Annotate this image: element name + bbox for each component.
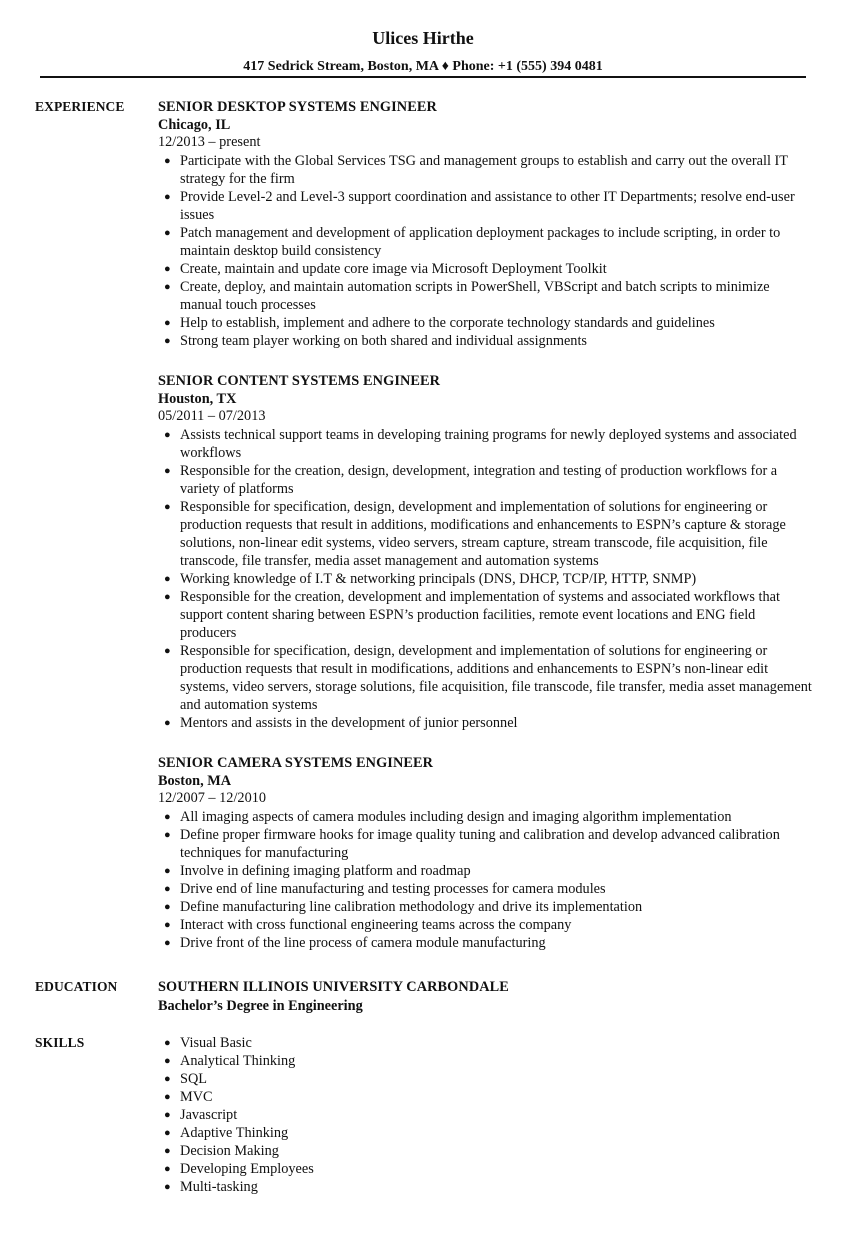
list-item: ● Patch management and development of application deployment packages to include scripting, in order to maintain desktop build consistency [164,225,781,259]
bullet-icon: ● [164,1163,171,1175]
list-item: ● Interact with cross functional engineering teams across the company [164,917,572,933]
bullet-icon: ● [164,155,171,167]
bullet-icon: ● [164,919,171,931]
list-item: ● All imaging aspects of camera modules including design and imaging algorithm implementation [164,809,732,825]
job-bullet-list [158,426,818,732]
list-item: ● Visual Basic [164,1035,252,1051]
list-item: ● Responsible for specification, design, development and implementation of solutions for engineering or production requests that result in modifications, additions and enhancements to ESPN’s non-linear edit systems, video servers, storage solutions, file acquisition, file transcode, file transfer, media asset management and automation systems [164,643,812,713]
list-item: ● Responsible for the creation, design, development, integration and testing of production workflows for a variety of platforms [164,463,778,497]
bullet-icon: ● [164,645,171,657]
list-item: ● Analytical Thinking [164,1053,296,1069]
list-item: ● Provide Level-2 and Level-3 support coordination and assistance to other IT Departments; resolve end-user issues [164,189,795,223]
bullet-icon: ● [164,1145,171,1157]
header-divider [40,76,806,78]
job-dates: 12/2007 – 12/2010 [158,790,267,806]
bullet-icon: ● [164,501,171,513]
bullet-icon: ● [164,1091,171,1103]
bullet-icon: ● [164,811,171,823]
list-item: ● Strong team player working on both shared and individual assignments [164,333,587,349]
list-item: ● Multi-tasking [164,1179,258,1195]
bullet-icon: ● [164,717,171,729]
list-item: ● Drive end of line manufacturing and testing processes for camera modules [164,881,606,897]
list-item: ● MVC [164,1089,213,1105]
contact-line: 417 Sedrick Stream, Boston, MA ♦ Phone: +1 (555) 394 0481 [243,59,603,74]
list-item: ● Create, deploy, and maintain automation scripts in PowerShell, VBScript and batch scripts to minimize manual touch processes [164,279,770,313]
bullet-icon: ● [164,281,171,293]
education-entry [158,978,818,1015]
list-item: ● Developing Employees [164,1161,314,1177]
list-item: ● Mentors and assists in the development of junior personnel [164,715,518,731]
bullet-icon: ● [164,1181,171,1193]
bullet-icon: ● [164,829,171,841]
list-item: ● Help to establish, implement and adhere to the corporate technology standards and guidelines [164,315,715,331]
list-item: ● Involve in defining imaging platform and roadmap [164,863,471,879]
bullet-icon: ● [164,335,171,347]
bullet-icon: ● [164,573,171,585]
experience-section-label: EXPERIENCE [35,99,125,114]
bullet-icon: ● [164,1127,171,1139]
list-item: ● Responsible for specification, design, development and implementation of solutions for engineering or production requests that result in additions, modifications and enhancements to ESPN’s capture & storage solutions, non-linear edit systems, video servers, stream capture, stream transcode, file acquisition, file transcode, file transfer, media asset management and automation systems [164,499,786,569]
job-entry-camera [158,754,818,952]
bullet-icon: ● [164,465,171,477]
job-dates: 05/2011 – 07/2013 [158,408,266,424]
skills-entry [158,1034,818,1196]
job-entry-content [158,372,818,732]
job-title: SENIOR CONTENT SYSTEMS ENGINEER [158,373,441,389]
list-item: ● Participate with the Global Services TSG and management groups to establish and carry out the overall IT strategy for the firm [164,153,788,187]
bullet-icon: ● [164,901,171,913]
list-item: ● Responsible for the creation, development and implementation of systems and associated workflows that support content sharing between ESPN’s production facilities, remote event locations and ENG field producers [164,589,780,641]
list-item: ● Drive front of the line process of camera module manufacturing [164,935,546,951]
bullet-icon: ● [164,1055,171,1067]
education-section-label: EDUCATION [35,979,118,994]
job-dates: 12/2013 – present [158,134,261,150]
job-entry-desktop [158,98,818,350]
bullet-icon: ● [164,1073,171,1085]
list-item: ● Javascript [164,1107,238,1123]
list-item: ● Assists technical support teams in developing training programs for newly deployed systems and associated workflows [164,427,797,461]
job-location: Houston, TX [158,391,237,407]
job-location: Chicago, IL [158,117,231,133]
school-name: SOUTHERN ILLINOIS UNIVERSITY CARBONDALE [158,979,509,995]
job-location: Boston, MA [158,773,232,789]
list-item: ● Define manufacturing line calibration methodology and drive its implementation [164,899,643,915]
list-item: ● Decision Making [164,1143,279,1159]
list-item: ● Create, maintain and update core image via Microsoft Deployment Toolkit [164,261,607,277]
bullet-icon: ● [164,191,171,203]
bullet-icon: ● [164,317,171,329]
skills-list [158,1034,818,1196]
list-item: ● Define proper firmware hooks for image quality tuning and calibration and develop advanced calibration techniques for manufacturing [164,827,780,861]
bullet-icon: ● [164,1109,171,1121]
bullet-icon: ● [164,429,171,441]
bullet-icon: ● [164,883,171,895]
degree: Bachelor’s Degree in Engineering [158,998,363,1014]
list-item: ● Working knowledge of I.T & networking principals (DNS, DHCP, TCP/IP, HTTP, SNMP) [164,571,697,587]
list-item: ● Adaptive Thinking [164,1125,289,1141]
bullet-icon: ● [164,865,171,877]
bullet-icon: ● [164,1037,171,1049]
job-title: SENIOR CAMERA SYSTEMS ENGINEER [158,755,434,771]
job-bullet-list [158,808,818,952]
bullet-icon: ● [164,591,171,603]
skills-section-label: SKILLS [35,1035,85,1050]
bullet-icon: ● [164,937,171,949]
bullet-icon: ● [164,263,171,275]
job-title: SENIOR DESKTOP SYSTEMS ENGINEER [158,99,437,115]
candidate-name: Ulices Hirthe [372,28,474,48]
bullet-icon: ● [164,227,171,239]
job-bullet-list [158,152,818,350]
list-item: ● SQL [164,1071,208,1087]
